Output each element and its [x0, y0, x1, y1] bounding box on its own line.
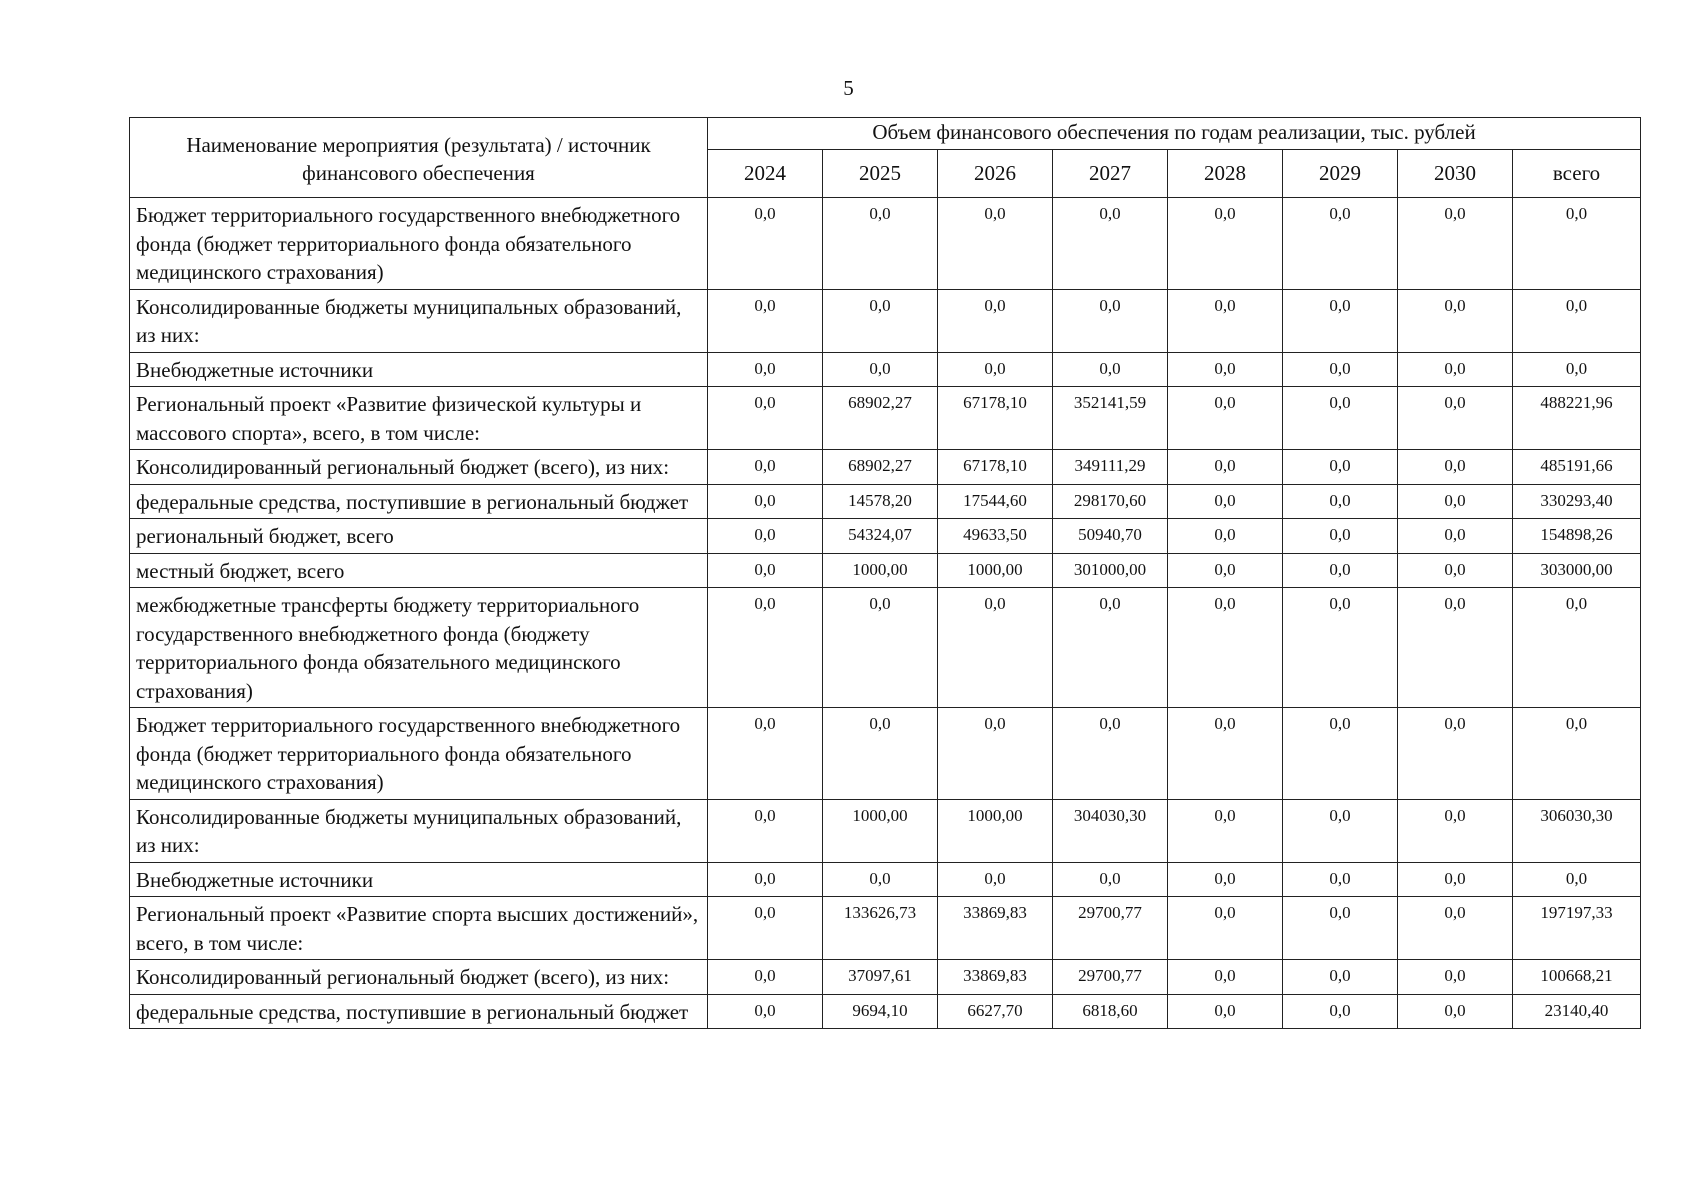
total-value-cell: 306030,30: [1513, 799, 1641, 862]
year-value-cell: 0,0: [1168, 484, 1283, 519]
year-value-cell: 0,0: [1168, 960, 1283, 995]
year-value-cell: 0,0: [708, 484, 823, 519]
year-value-cell: 0,0: [1398, 519, 1513, 554]
year-value-cell: 0,0: [938, 289, 1053, 352]
year-value-cell: 0,0: [1398, 862, 1513, 897]
row-label: федеральные средства, поступившие в региональный бюджет: [130, 994, 708, 1029]
year-value-cell: 0,0: [823, 289, 938, 352]
year-value-cell: 133626,73: [823, 897, 938, 960]
total-value-cell: 100668,21: [1513, 960, 1641, 995]
total-value-cell: 485191,66: [1513, 450, 1641, 485]
row-label: Консолидированный региональный бюджет (всего), из них:: [130, 450, 708, 485]
year-value-cell: 54324,07: [823, 519, 938, 554]
year-value-cell: 0,0: [708, 553, 823, 588]
year-value-cell: 301000,00: [1053, 553, 1168, 588]
year-value-cell: 0,0: [1398, 897, 1513, 960]
year-value-cell: 0,0: [708, 352, 823, 387]
row-label: Консолидированный региональный бюджет (всего), из них:: [130, 960, 708, 995]
year-value-cell: 304030,30: [1053, 799, 1168, 862]
year-value-cell: 67178,10: [938, 450, 1053, 485]
row-label: Региональный проект «Развитие спорта высших достижений», всего, в том числе:: [130, 897, 708, 960]
year-value-cell: 0,0: [938, 862, 1053, 897]
table-row: [130, 450, 1641, 485]
year-value-cell: 0,0: [1283, 519, 1398, 554]
year-value-cell: 67178,10: [938, 387, 1053, 450]
year-value-cell: 0,0: [1398, 387, 1513, 450]
row-label: Консолидированные бюджеты муниципальных образований, из них:: [130, 799, 708, 862]
table-row: [130, 799, 1641, 862]
year-value-cell: 0,0: [1168, 862, 1283, 897]
year-value-cell: 0,0: [1168, 708, 1283, 800]
total-value-cell: 23140,40: [1513, 994, 1641, 1029]
year-value-cell: 0,0: [1398, 352, 1513, 387]
total-value-cell: 0,0: [1513, 198, 1641, 290]
row-label: межбюджетные трансферты бюджету территориального государственного внебюджетного фонда (бюджету территориального фонда обязательного медицинского страхования): [130, 588, 708, 708]
year-value-cell: 0,0: [1398, 994, 1513, 1029]
header-year-2026: 2026: [938, 150, 1053, 198]
year-value-cell: 17544,60: [938, 484, 1053, 519]
table-row: [130, 198, 1641, 290]
year-value-cell: 50940,70: [1053, 519, 1168, 554]
year-value-cell: 0,0: [1053, 862, 1168, 897]
table-row: [130, 960, 1641, 995]
year-value-cell: 0,0: [708, 897, 823, 960]
year-value-cell: 0,0: [1168, 897, 1283, 960]
table-row: [130, 897, 1641, 960]
year-value-cell: 0,0: [708, 450, 823, 485]
year-value-cell: 49633,50: [938, 519, 1053, 554]
table-row: [130, 289, 1641, 352]
total-value-cell: 488221,96: [1513, 387, 1641, 450]
year-value-cell: 0,0: [1283, 799, 1398, 862]
year-value-cell: 0,0: [1283, 960, 1398, 995]
year-value-cell: 0,0: [1283, 450, 1398, 485]
row-label: Консолидированные бюджеты муниципальных образований, из них:: [130, 289, 708, 352]
total-value-cell: 0,0: [1513, 588, 1641, 708]
page-number: 5: [843, 76, 854, 100]
table-row: [130, 588, 1641, 708]
table-row: [130, 994, 1641, 1029]
header-year-2030: 2030: [1398, 150, 1513, 198]
header-year-2027: 2027: [1053, 150, 1168, 198]
year-value-cell: 0,0: [1283, 387, 1398, 450]
total-value-cell: 330293,40: [1513, 484, 1641, 519]
header-row-group: [130, 118, 1641, 150]
total-value-cell: 0,0: [1513, 352, 1641, 387]
header-year-2028: 2028: [1168, 150, 1283, 198]
year-value-cell: 0,0: [1398, 588, 1513, 708]
table-body: [130, 198, 1641, 1029]
year-value-cell: 352141,59: [1053, 387, 1168, 450]
year-value-cell: 0,0: [938, 708, 1053, 800]
year-value-cell: 0,0: [708, 519, 823, 554]
financing-table: [129, 117, 1641, 1029]
year-value-cell: 0,0: [1283, 289, 1398, 352]
total-value-cell: 0,0: [1513, 708, 1641, 800]
header-year-2024: 2024: [708, 150, 823, 198]
year-value-cell: 0,0: [1168, 994, 1283, 1029]
table-row: [130, 862, 1641, 897]
year-value-cell: 0,0: [1168, 450, 1283, 485]
year-value-cell: 1000,00: [938, 799, 1053, 862]
year-value-cell: 0,0: [1283, 484, 1398, 519]
year-value-cell: 0,0: [938, 198, 1053, 290]
year-value-cell: 29700,77: [1053, 897, 1168, 960]
year-value-cell: 0,0: [1398, 450, 1513, 485]
year-value-cell: 0,0: [708, 708, 823, 800]
year-value-cell: 6627,70: [938, 994, 1053, 1029]
year-value-cell: 349111,29: [1053, 450, 1168, 485]
year-value-cell: 14578,20: [823, 484, 938, 519]
year-value-cell: 0,0: [1168, 289, 1283, 352]
year-value-cell: 1000,00: [938, 553, 1053, 588]
row-label: федеральные средства, поступившие в региональный бюджет: [130, 484, 708, 519]
year-value-cell: 0,0: [1398, 799, 1513, 862]
year-value-cell: 298170,60: [1053, 484, 1168, 519]
year-value-cell: 0,0: [1168, 588, 1283, 708]
row-label: Внебюджетные источники: [130, 862, 708, 897]
total-value-cell: 303000,00: [1513, 553, 1641, 588]
total-value-cell: 0,0: [1513, 862, 1641, 897]
year-value-cell: 0,0: [1398, 553, 1513, 588]
table-row: [130, 708, 1641, 800]
year-value-cell: 0,0: [708, 799, 823, 862]
row-label: Региональный проект «Развитие физической культуры и массового спорта», всего, в том числе:: [130, 387, 708, 450]
year-value-cell: 1000,00: [823, 799, 938, 862]
header-name-column: Наименование мероприятия (результата) / источник финансового обеспечения: [130, 118, 708, 198]
year-value-cell: 0,0: [708, 289, 823, 352]
year-value-cell: 0,0: [1283, 708, 1398, 800]
year-value-cell: 0,0: [708, 387, 823, 450]
year-value-cell: 0,0: [1053, 708, 1168, 800]
year-value-cell: 0,0: [708, 994, 823, 1029]
year-value-cell: 0,0: [1168, 198, 1283, 290]
year-value-cell: 6818,60: [1053, 994, 1168, 1029]
year-value-cell: 0,0: [1053, 289, 1168, 352]
header-funding-group: Объем финансового обеспечения по годам реализации, тыс. рублей: [708, 118, 1641, 150]
year-value-cell: 0,0: [823, 708, 938, 800]
header-year-2029: 2029: [1283, 150, 1398, 198]
total-value-cell: 154898,26: [1513, 519, 1641, 554]
table-row: [130, 519, 1641, 554]
year-value-cell: 0,0: [1053, 198, 1168, 290]
year-value-cell: 0,0: [1283, 994, 1398, 1029]
row-label: Бюджет территориального государственного внебюджетного фонда (бюджет территориального фонда обязательного медицинского страхования): [130, 708, 708, 800]
year-value-cell: 0,0: [1053, 588, 1168, 708]
year-value-cell: 29700,77: [1053, 960, 1168, 995]
year-value-cell: 0,0: [1283, 198, 1398, 290]
year-value-cell: 0,0: [708, 588, 823, 708]
year-value-cell: 37097,61: [823, 960, 938, 995]
year-value-cell: 0,0: [823, 862, 938, 897]
year-value-cell: 0,0: [1283, 897, 1398, 960]
year-value-cell: 0,0: [823, 198, 938, 290]
year-value-cell: 0,0: [1168, 519, 1283, 554]
year-value-cell: 0,0: [1053, 352, 1168, 387]
row-label: местный бюджет, всего: [130, 553, 708, 588]
year-value-cell: 33869,83: [938, 960, 1053, 995]
year-value-cell: 0,0: [1398, 708, 1513, 800]
year-value-cell: 0,0: [708, 960, 823, 995]
header-total: всего: [1513, 150, 1641, 198]
year-value-cell: 68902,27: [823, 450, 938, 485]
year-value-cell: 0,0: [708, 862, 823, 897]
year-value-cell: 0,0: [938, 588, 1053, 708]
year-value-cell: 0,0: [823, 588, 938, 708]
header-year-2025: 2025: [823, 150, 938, 198]
year-value-cell: 0,0: [823, 352, 938, 387]
table-row: [130, 387, 1641, 450]
total-value-cell: 0,0: [1513, 289, 1641, 352]
year-value-cell: 0,0: [1283, 862, 1398, 897]
row-label: Внебюджетные источники: [130, 352, 708, 387]
row-label: Бюджет территориального государственного внебюджетного фонда (бюджет территориального фонда обязательного медицинского страхования): [130, 198, 708, 290]
year-value-cell: 1000,00: [823, 553, 938, 588]
year-value-cell: 9694,10: [823, 994, 938, 1029]
year-value-cell: 0,0: [1168, 553, 1283, 588]
total-value-cell: 197197,33: [1513, 897, 1641, 960]
year-value-cell: 0,0: [1398, 960, 1513, 995]
table-row: [130, 484, 1641, 519]
year-value-cell: 0,0: [1283, 588, 1398, 708]
year-value-cell: 0,0: [708, 198, 823, 290]
year-value-cell: 0,0: [1283, 352, 1398, 387]
year-value-cell: 33869,83: [938, 897, 1053, 960]
table-row: [130, 352, 1641, 387]
year-value-cell: 0,0: [1398, 484, 1513, 519]
year-value-cell: 68902,27: [823, 387, 938, 450]
year-value-cell: 0,0: [1398, 198, 1513, 290]
year-value-cell: 0,0: [938, 352, 1053, 387]
year-value-cell: 0,0: [1398, 289, 1513, 352]
year-value-cell: 0,0: [1283, 553, 1398, 588]
year-value-cell: 0,0: [1168, 387, 1283, 450]
year-value-cell: 0,0: [1168, 799, 1283, 862]
table-row: [130, 553, 1641, 588]
year-value-cell: 0,0: [1168, 352, 1283, 387]
row-label: региональный бюджет, всего: [130, 519, 708, 554]
